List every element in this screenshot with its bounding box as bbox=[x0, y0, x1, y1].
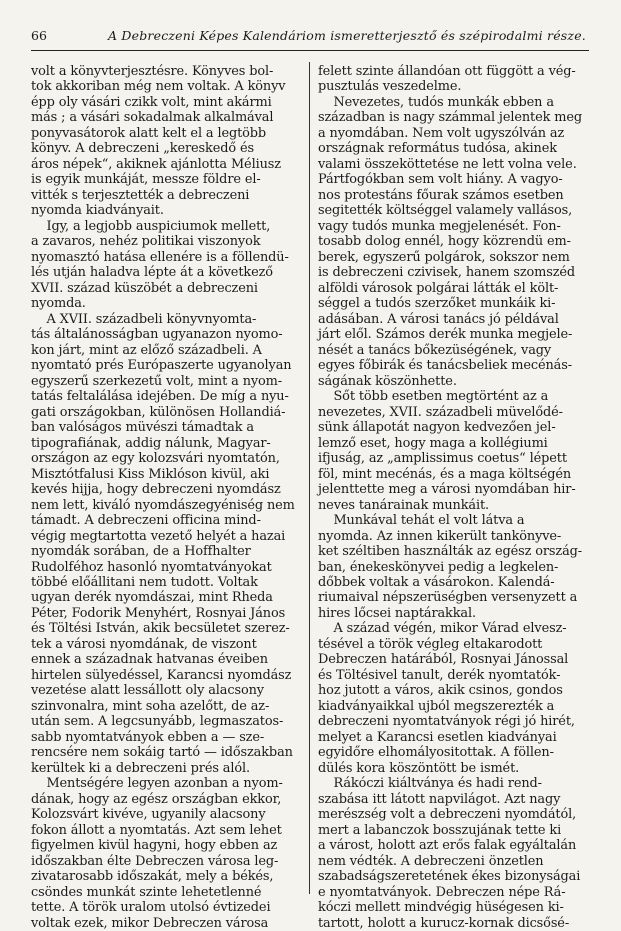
text-line: felett szinte állandóan ott függött a vég- bbox=[318, 64, 576, 79]
text-line: ennek a századnak hatvanas éveiben bbox=[31, 652, 268, 668]
text-line: figyelmen kivül hagyni, hogy ebben az bbox=[31, 838, 278, 854]
text-line: pusztulás veszedelme. bbox=[318, 79, 462, 95]
text-line: Rudolféhoz hasonló nyomtatványokat bbox=[31, 559, 272, 575]
text-line: sünk állapotát nagyon kedvezően jel- bbox=[318, 420, 556, 436]
text-line: A XVII. századbeli könyvnyomta- bbox=[46, 311, 257, 327]
text-line: segitették költséggel valamely vallásos, bbox=[318, 203, 573, 219]
text-line: áros népek“, akiknek ajánlotta Méliusz bbox=[31, 156, 281, 172]
text-line: fokon állott a nyomtatás. Azt sem lehet bbox=[31, 822, 282, 838]
text-line: kevés hijja, hogy debreczeni nyomdász bbox=[31, 482, 281, 498]
page-header bbox=[0, 28, 621, 48]
text-line: tek a városi nyomdának, de viszont bbox=[31, 636, 257, 652]
text-line: Nevezetes, tudós munkák ebben a bbox=[333, 94, 554, 110]
text-line: tipografiának, addig nálunk, Magyar- bbox=[31, 435, 271, 451]
text-line: riumaival népszerüségben versenyzett a bbox=[318, 590, 578, 606]
text-line: vitték s terjesztették a debreczeni bbox=[31, 187, 250, 203]
text-line: tosabb dolog ennél, hogy közrendü em- bbox=[318, 234, 571, 250]
text-line: járt elől. Számos derék munka megjele- bbox=[318, 327, 573, 343]
text-line: föl, mint mecénás, és a maga költségén bbox=[318, 466, 572, 482]
text-line: más ; a vásári sokadalmak alkalmával bbox=[31, 110, 274, 126]
text-line: és Töltési István, akik becsületet szerez- bbox=[31, 621, 290, 637]
text-line: e nyomtatványok. Debreczen népe Rá- bbox=[318, 884, 566, 900]
text-line: egyidőre elhomályositottak. A föllen- bbox=[318, 745, 554, 761]
text-line: nyomtató prés Európaszerte ugyanolyan bbox=[31, 358, 292, 374]
text-line: melyet a Karancsi esetlen kiadványai bbox=[318, 729, 557, 745]
text-line: lés utján haladva lépte át a következő bbox=[31, 265, 273, 281]
text-line: ságának köszönhette. bbox=[318, 373, 457, 389]
text-line: sabb nyomtatványok ebben a — sze- bbox=[31, 729, 265, 745]
paragraph bbox=[318, 64, 590, 931]
text-line: tette. A török uralom utolsó évtizedei bbox=[31, 900, 271, 916]
text-line: nyomasztó hatása ellenére is a föllendü- bbox=[31, 249, 289, 265]
text-line: ban valóságos müvészi támadtak a bbox=[31, 420, 254, 436]
text-line: többé előállitani nem tudott. Voltak bbox=[31, 574, 258, 590]
text-line: hires lőcsei naptárakkal. bbox=[318, 605, 476, 621]
text-line: lemző eset, hogy maga a kollégiumi bbox=[318, 435, 548, 451]
text-line: tatás feltalálása idejében. De míg a nyu- bbox=[31, 389, 289, 405]
text-line: voltak ezek, mikor Debreczen városa bbox=[31, 915, 269, 931]
text-line: században is nagy számmal jelentek meg bbox=[318, 110, 582, 126]
text-line: időszakban élte Debreczen városa leg- bbox=[31, 853, 279, 869]
left-column bbox=[31, 64, 303, 931]
text-line: ket széltiben használták az egész ország- bbox=[318, 544, 583, 560]
page-number: 66 bbox=[31, 28, 47, 43]
text-line: volt a könyvterjesztésre. Könyves bol- bbox=[31, 64, 274, 79]
header-rule bbox=[31, 50, 589, 51]
text-line: könyv. A debreczeni „kereskedő és bbox=[31, 141, 254, 157]
text-line: dának, hogy az egész országban ekkor, bbox=[31, 791, 282, 807]
text-line: ban, énekeskönyvei pedig a legkelen- bbox=[318, 559, 559, 575]
text-line: Péter, Fodorik Menyhért, Rosnyai János bbox=[31, 605, 286, 621]
text-line: rencsére nem sokáig tartó — időszakban bbox=[31, 745, 293, 761]
text-line: nését a tanács bőkezüségének, vagy bbox=[318, 342, 552, 358]
text-line: Kolozsvárt kivéve, ugyanily alacsony bbox=[31, 807, 266, 823]
text-line: nyomda. Az innen kikerült tankönyve- bbox=[318, 528, 562, 544]
column-divider bbox=[309, 62, 310, 894]
text-line: támadt. A debreczeni officina mind- bbox=[31, 513, 261, 529]
text-line: adásában. A városi tanács jó példával bbox=[318, 311, 559, 327]
text-line: a zavaros, nehéz politikai viszonyok bbox=[31, 234, 261, 250]
text-line: nos protestáns főurak számos esetben bbox=[318, 187, 564, 203]
text-line: országnak református tudósa, akinek bbox=[318, 141, 557, 157]
text-line: zivatarosabb időszakát, mely a békés, bbox=[31, 869, 274, 885]
text-line: kiadványaikkal ujból megszerezték a bbox=[318, 698, 555, 714]
text-line: nyomda. bbox=[31, 296, 86, 312]
text-line: nyomdák sorában, de a Hoffhalter bbox=[31, 544, 251, 560]
text-line: Misztótfalusi Kiss Miklóson kivül, aki bbox=[31, 466, 270, 482]
text-line: vezetése alatt lessállott oly alacsony bbox=[31, 683, 264, 699]
text-line: hirtelen sülyedéssel, Karancsi nyomdász bbox=[31, 667, 292, 683]
text-line: gati országokban, különösen Hollandiá- bbox=[31, 404, 286, 420]
text-line: neves tanárainak munkáit. bbox=[318, 497, 489, 513]
text-line: szabadságszeretetének ékes bizonyságai bbox=[318, 869, 581, 885]
text-line: hoz jutott a város, akik csinos, gondos bbox=[318, 683, 563, 699]
text-line: vagy tudós munka megjelenését. Fon- bbox=[318, 218, 561, 234]
text-line: nem védték. A debreczeni önzetlen bbox=[318, 853, 544, 869]
text-line: egyszerű szerkezetű volt, mint a nyom- bbox=[31, 373, 283, 389]
text-line: valami összeköttetése ne lett volna vele. bbox=[318, 156, 577, 172]
text-line: alföldi városok polgárai látták el költ- bbox=[318, 280, 559, 296]
text-line: nem lett, kiváló nyomdászegyéniség nem bbox=[31, 497, 295, 513]
text-line: merészség volt a debreczeni nyomdától, bbox=[318, 807, 577, 823]
text-line: a nyomdában. Nem volt ugyszólván az bbox=[318, 125, 565, 141]
text-line: épp oly vásári czikk volt, mint akármi bbox=[31, 94, 272, 110]
text-line: A század végén, mikor Várad elvesz- bbox=[333, 621, 567, 637]
text-line: mert a labanczok bosszujának tette ki bbox=[318, 822, 562, 838]
text-line: után sem. A legcsunyább, legmaszatos- bbox=[31, 714, 284, 730]
running-title: A Debreczeni Képes Kalendáriom ismeretterjesztő és szépirodalmi része. bbox=[108, 28, 586, 43]
text-line: kon járt, mint az előző századbeli. A bbox=[31, 342, 262, 358]
text-line: nevezetes, XVII. századbeli müvelődé- bbox=[318, 404, 563, 420]
text-line: végig megtartotta vezető helyét a hazai bbox=[31, 528, 286, 544]
text-line: berek, egyszerű polgárok, sokszor nem bbox=[318, 249, 570, 265]
text-line: tartott, holott a kurucz-kornak dicsősé- bbox=[318, 915, 570, 931]
paragraph bbox=[31, 64, 303, 931]
text-line: tok akkoriban még nem voltak. A könyv bbox=[31, 79, 286, 95]
text-line: kóczi mellett mindvégig hüségesen ki- bbox=[318, 900, 564, 916]
text-line: XVII. század küszöbét a debreczeni bbox=[31, 280, 258, 296]
text-line: ponyvasátorok alatt kelt el a legtöbb bbox=[31, 125, 267, 141]
text-line: és Töltésivel tanult, derék nyomtatók- bbox=[318, 667, 561, 683]
text-line: Rákóczi kiáltványa és hadi rend- bbox=[333, 776, 542, 792]
text-line: ugyan derék nyomdászai, mint Rheda bbox=[31, 590, 273, 606]
text-line: jelenttette meg a városi nyomdában hir- bbox=[318, 482, 576, 498]
text-line: tésével a török végleg eltakarodott bbox=[318, 636, 543, 652]
text-line: is egyik munkáját, messze földre el- bbox=[31, 172, 261, 188]
text-line: Pártfogókban sem volt hiány. A vagyo- bbox=[318, 172, 563, 188]
text-line: is debreczeni czivisek, hanem szomszéd bbox=[318, 265, 576, 281]
text-line: tás általánosságban ugyanazon nyomo- bbox=[31, 327, 283, 343]
text-line: ifjuság, az „amplissimus coetus“ lépett bbox=[318, 451, 567, 467]
text-line: nyomda kiadványait. bbox=[31, 203, 164, 219]
text-line: csöndes munkát szinte lehetetlenné bbox=[31, 884, 262, 900]
text-line: kerültek ki a debreczeni prés alól. bbox=[31, 760, 250, 776]
text-line: szabása itt látott napvilágot. Azt nagy bbox=[318, 791, 561, 807]
text-line: a várost, holott azt erős falak egyáltalán bbox=[318, 838, 577, 854]
text-line: Debreczen határából, Rosnyai Jánossal bbox=[318, 652, 569, 668]
text-line: szinvonalra, mint soha azelőtt, de az- bbox=[31, 698, 270, 714]
text-line: egyes főbirák és tanácsbeliek mecénás- bbox=[318, 358, 572, 374]
text-line: országon az egy kolozsvári nyomtatón, bbox=[31, 451, 280, 467]
text-line: Mentségére legyen azonban a nyom- bbox=[46, 776, 283, 792]
text-line: Munkával tehát el volt látva a bbox=[333, 513, 525, 529]
text-line: dülés kora köszöntött be ismét. bbox=[318, 760, 520, 776]
text-line: Igy, a legjobb auspiciumok mellett, bbox=[46, 218, 271, 234]
text-line: dőbbek voltak a vásárokon. Kalendá- bbox=[318, 574, 555, 590]
text-line: séggel a tudós szerzőket munkáik ki- bbox=[318, 296, 556, 312]
text-line: debreczeni nyomtatványok régi jó hirét, bbox=[318, 714, 575, 730]
text-line: Sőt több esetben megtörtént az a bbox=[333, 389, 549, 405]
right-column bbox=[318, 64, 590, 931]
